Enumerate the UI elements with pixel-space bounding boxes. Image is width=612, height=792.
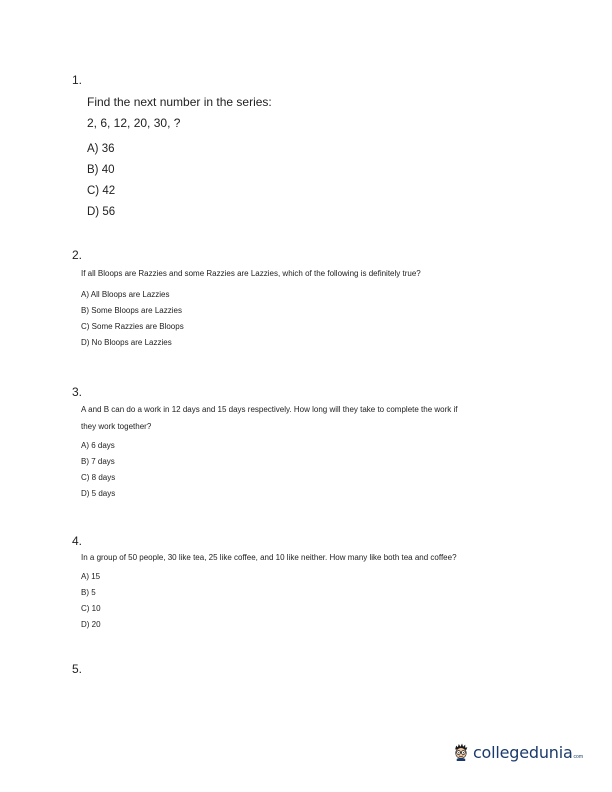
student-mascot-icon [453,735,469,769]
question-3-option-d: D) 5 days [81,489,116,498]
question-3-option-c: C) 8 days [81,473,116,482]
logo-text: collegedunia [472,742,573,762]
question-4-option-a: A) 15 [81,572,101,581]
question-1-option-b: B) 40 [87,164,115,176]
collegedunia-logo [453,732,583,772]
question-1-text-line-2: 2, 6, 12, 20, 30, ? [87,116,181,130]
question-1-option-c: C) 42 [87,185,116,197]
question-2-option-b: B) Some Bloops are Lazzies [81,306,182,315]
question-3-text-line-1: A and B can do a work in 12 days and 15 days respectively. How long will they take to complete the work if [81,405,458,414]
question-1-number: 1. [72,73,83,87]
question-5-number: 5. [72,662,83,676]
question-4-option-c: C) 10 [81,604,101,613]
question-2-number: 2. [72,248,83,262]
question-1-option-d: D) 56 [87,206,116,218]
question-2-text-line-1: If all Bloops are Razzies and some Razzies are Lazzies, which of the following is definitely true? [81,269,421,278]
question-3-text-line-2: they work together? [81,422,152,431]
logo-suffix: com [573,754,583,760]
question-4-option-d: D) 20 [81,620,101,629]
question-4-option-b: B) 5 [81,588,96,597]
question-2-option-c: C) Some Razzies are Bloops [81,322,184,331]
question-3-number: 3. [72,385,83,399]
question-3-option-b: B) 7 days [81,457,115,466]
question-1-text-line-1: Find the next number in the series: [87,95,272,109]
question-4-text-line-1: In a group of 50 people, 30 like tea, 25 like coffee, and 10 like neither. How many like both tea and coffee? [81,553,457,562]
question-3-option-a: A) 6 days [81,441,115,450]
question-2-option-a: A) All Bloops are Lazzies [81,290,170,299]
question-2-option-d: D) No Bloops are Lazzies [81,338,172,347]
question-1-option-a: A) 36 [87,143,115,155]
question-4-number: 4. [72,534,83,548]
